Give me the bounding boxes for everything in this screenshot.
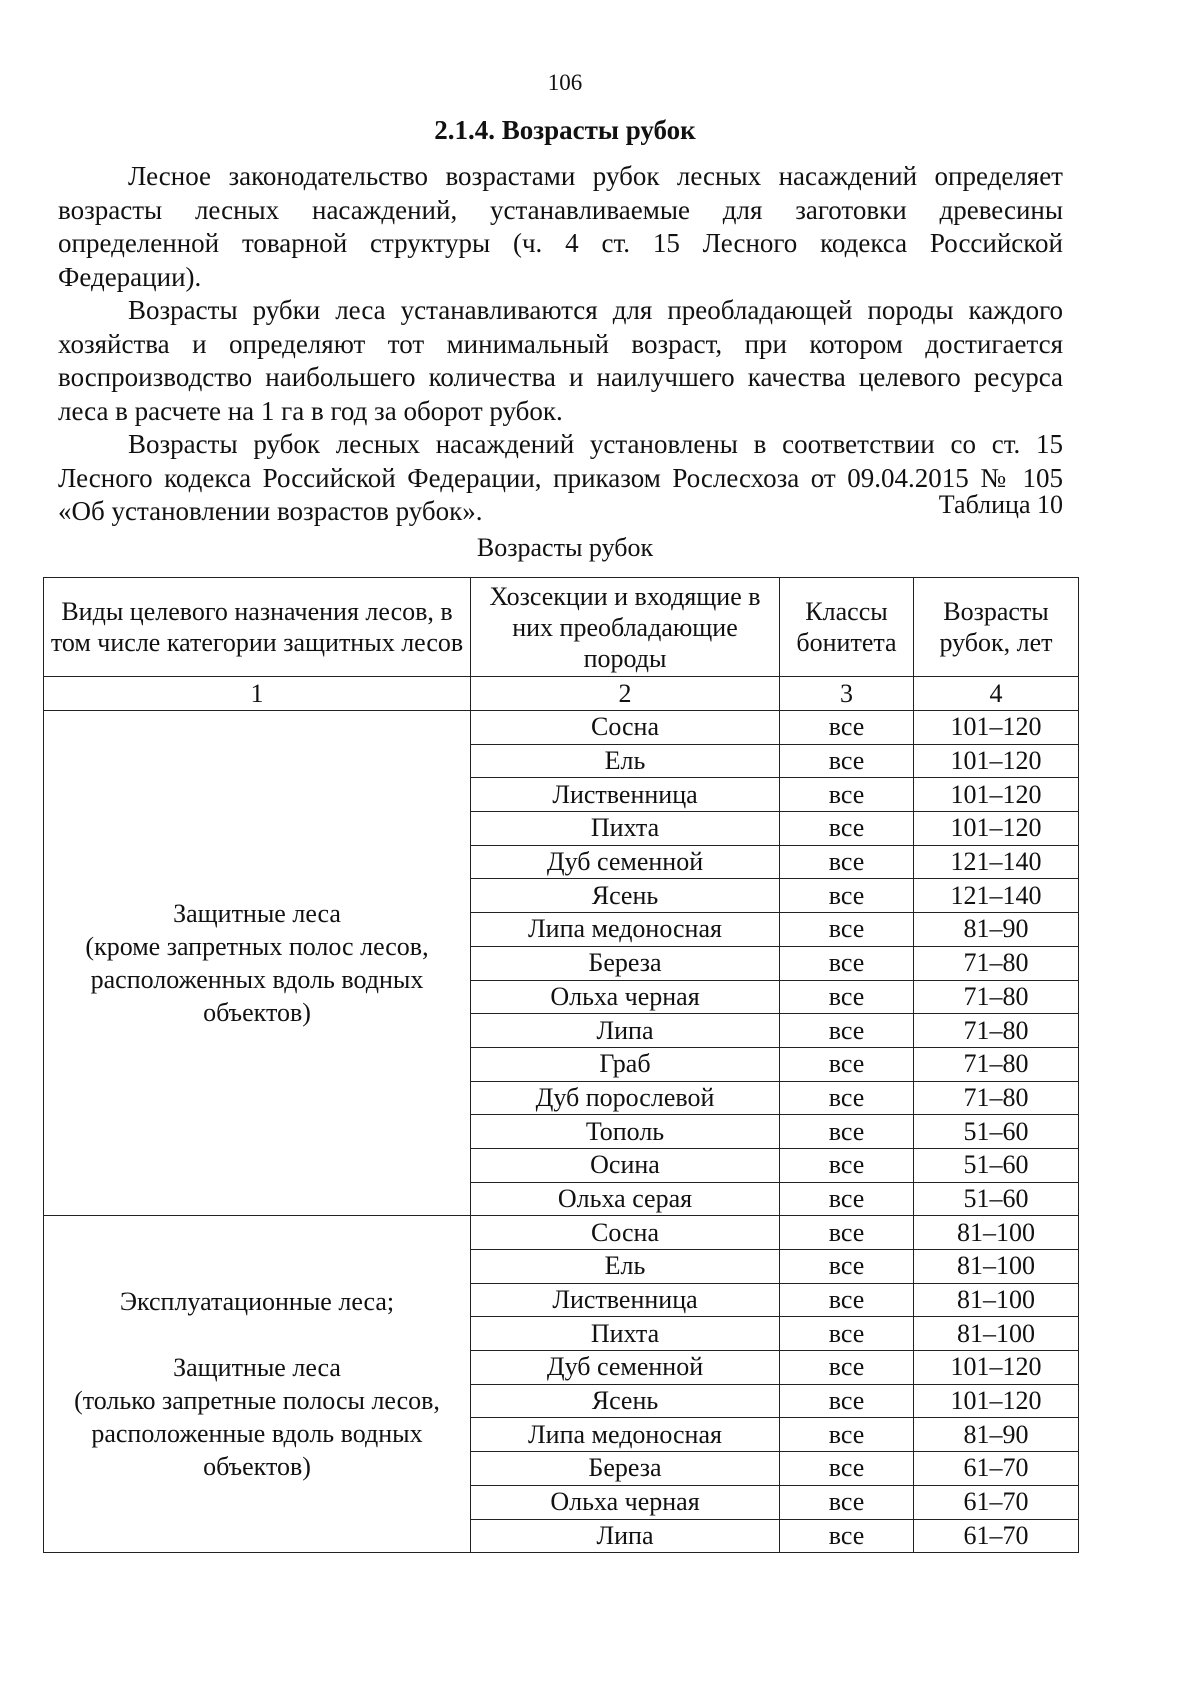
species-cell: Ольха черная: [471, 1485, 780, 1519]
species-cell: Береза: [471, 1452, 780, 1486]
age-cell: 51–60: [914, 1148, 1079, 1182]
column-number: 3: [780, 677, 914, 711]
age-cell: 81–100: [914, 1317, 1079, 1351]
species-cell: Ольха серая: [471, 1182, 780, 1216]
species-cell: Сосна: [471, 711, 780, 745]
forest-category-line: Защитные леса: [173, 1353, 341, 1383]
table-label: Таблица 10: [938, 490, 1063, 519]
column-number: 1: [44, 677, 471, 711]
species-cell: Дуб порослевой: [471, 1081, 780, 1115]
species-cell: Осина: [471, 1148, 780, 1182]
age-cell: 101–120: [914, 1384, 1079, 1418]
paragraph: Лесное законодательство возрастами рубок лесных насаждений определяет возрасты лесных насаждений, устанавливаемые для заготовки древесины определенной товарной структуры (ч. 4 ст. 15 Лесного кодекса Российской Федерации).: [58, 161, 1063, 292]
forest-category-line: (кроме запретных полос лесов,: [85, 932, 429, 962]
age-cell: 51–60: [914, 1182, 1079, 1216]
forest-category-line: расположенные вдоль водных: [91, 1419, 423, 1449]
age-cell: 81–100: [914, 1216, 1079, 1250]
species-cell: Сосна: [471, 1216, 780, 1250]
class-cell: все: [780, 744, 914, 778]
age-cell: 101–120: [914, 744, 1079, 778]
class-cell: все: [780, 1351, 914, 1385]
species-cell: Лиственница: [471, 778, 780, 812]
class-cell: все: [780, 1148, 914, 1182]
spacer: [44, 1318, 470, 1351]
class-cell: все: [780, 1081, 914, 1115]
forest-category-line: объектов): [203, 1452, 311, 1482]
age-cell: 71–80: [914, 946, 1079, 980]
column-number: 4: [914, 677, 1079, 711]
age-cell: 71–80: [914, 1047, 1079, 1081]
age-cell: 121–140: [914, 879, 1079, 913]
forest-category-line: (только запретные полосы лесов,: [74, 1386, 440, 1416]
species-cell: Пихта: [471, 1317, 780, 1351]
paragraph: Возрасты рубок лесных насаждений установлены в соответствии со ст. 15 Лесного кодекса Российской Федерации, приказом Рослесхоза от 09.04.2015 № 105 «Об установлении возрастов рубок».: [58, 429, 1063, 526]
class-cell: все: [780, 1047, 914, 1081]
header-cell: Классы бонитета: [780, 578, 914, 677]
class-cell: все: [780, 778, 914, 812]
age-cell: 51–60: [914, 1115, 1079, 1149]
age-cell: 101–120: [914, 1351, 1079, 1385]
age-cell: 71–80: [914, 980, 1079, 1014]
age-cell: 101–120: [914, 778, 1079, 812]
class-cell: все: [780, 1216, 914, 1250]
header-cell: Виды целевого назначения лесов, в том числе категории защитных лесов: [44, 578, 471, 677]
species-cell: Липа: [471, 1014, 780, 1048]
forest-category-line: объектов): [203, 998, 311, 1028]
age-cell: 71–80: [914, 1081, 1079, 1115]
paragraph: Возрасты рубки леса устанавливаются для преобладающей породы каждого хозяйства и определяют тот минимальный возраст, при котором достигается воспроизводство наибольшего количества и наилучшего качества целевого ресурса леса в расчете на 1 га в год за оборот рубок.: [58, 295, 1063, 426]
header-cell: Хозсекции и входящие в них преобладающие породы: [471, 578, 780, 677]
age-cell: 121–140: [914, 845, 1079, 879]
species-cell: Ель: [471, 1250, 780, 1284]
class-cell: все: [780, 1317, 914, 1351]
age-cell: 101–120: [914, 711, 1079, 745]
class-cell: все: [780, 1519, 914, 1553]
class-cell: все: [780, 1452, 914, 1486]
class-cell: все: [780, 1418, 914, 1452]
class-cell: все: [780, 913, 914, 947]
class-cell: все: [780, 980, 914, 1014]
table-header-row: [44, 578, 1079, 677]
table-row: [44, 711, 1079, 745]
species-cell: Пихта: [471, 812, 780, 846]
class-cell: все: [780, 845, 914, 879]
column-number: 2: [471, 677, 780, 711]
age-cell: 81–100: [914, 1250, 1079, 1284]
forest-category-cell: [44, 711, 471, 1216]
class-cell: все: [780, 946, 914, 980]
species-cell: Лиственница: [471, 1283, 780, 1317]
cutting-ages-table: [43, 577, 1079, 1553]
age-cell: 81–90: [914, 913, 1079, 947]
class-cell: все: [780, 1250, 914, 1284]
age-cell: 61–70: [914, 1519, 1079, 1553]
table-row: [44, 1216, 1079, 1250]
species-cell: Дуб семенной: [471, 845, 780, 879]
class-cell: все: [780, 812, 914, 846]
class-cell: все: [780, 1485, 914, 1519]
class-cell: все: [780, 879, 914, 913]
column-number-row: [44, 677, 1079, 711]
age-cell: 101–120: [914, 812, 1079, 846]
species-cell: Тополь: [471, 1115, 780, 1149]
class-cell: все: [780, 1014, 914, 1048]
species-cell: Граб: [471, 1047, 780, 1081]
class-cell: все: [780, 711, 914, 745]
table-body: [44, 677, 1079, 1553]
species-cell: Ольха черная: [471, 980, 780, 1014]
header-cell: Возрасты рубок, лет: [914, 578, 1079, 677]
species-cell: Липа медоносная: [471, 1418, 780, 1452]
age-cell: 81–90: [914, 1418, 1079, 1452]
class-cell: все: [780, 1384, 914, 1418]
age-cell: 61–70: [914, 1485, 1079, 1519]
species-cell: Береза: [471, 946, 780, 980]
forest-category-line: расположенных вдоль водных: [90, 965, 424, 995]
class-cell: все: [780, 1182, 914, 1216]
page-number: 106: [547, 70, 583, 95]
age-cell: 61–70: [914, 1452, 1079, 1486]
body-text: [58, 160, 1063, 529]
species-cell: Липа: [471, 1519, 780, 1553]
species-cell: Ель: [471, 744, 780, 778]
class-cell: все: [780, 1115, 914, 1149]
section-title: 2.1.4. Возрасты рубок: [434, 115, 696, 145]
age-cell: 71–80: [914, 1014, 1079, 1048]
species-cell: Дуб семенной: [471, 1351, 780, 1385]
class-cell: все: [780, 1283, 914, 1317]
table-caption: Возрасты рубок: [476, 533, 654, 562]
forest-category-line: Эксплуатационные леса;: [119, 1287, 395, 1317]
species-cell: Липа медоносная: [471, 913, 780, 947]
species-cell: Ясень: [471, 879, 780, 913]
forest-category-cell: [44, 1216, 471, 1553]
age-cell: 81–100: [914, 1283, 1079, 1317]
forest-category-line: Защитные леса: [173, 899, 341, 929]
species-cell: Ясень: [471, 1384, 780, 1418]
